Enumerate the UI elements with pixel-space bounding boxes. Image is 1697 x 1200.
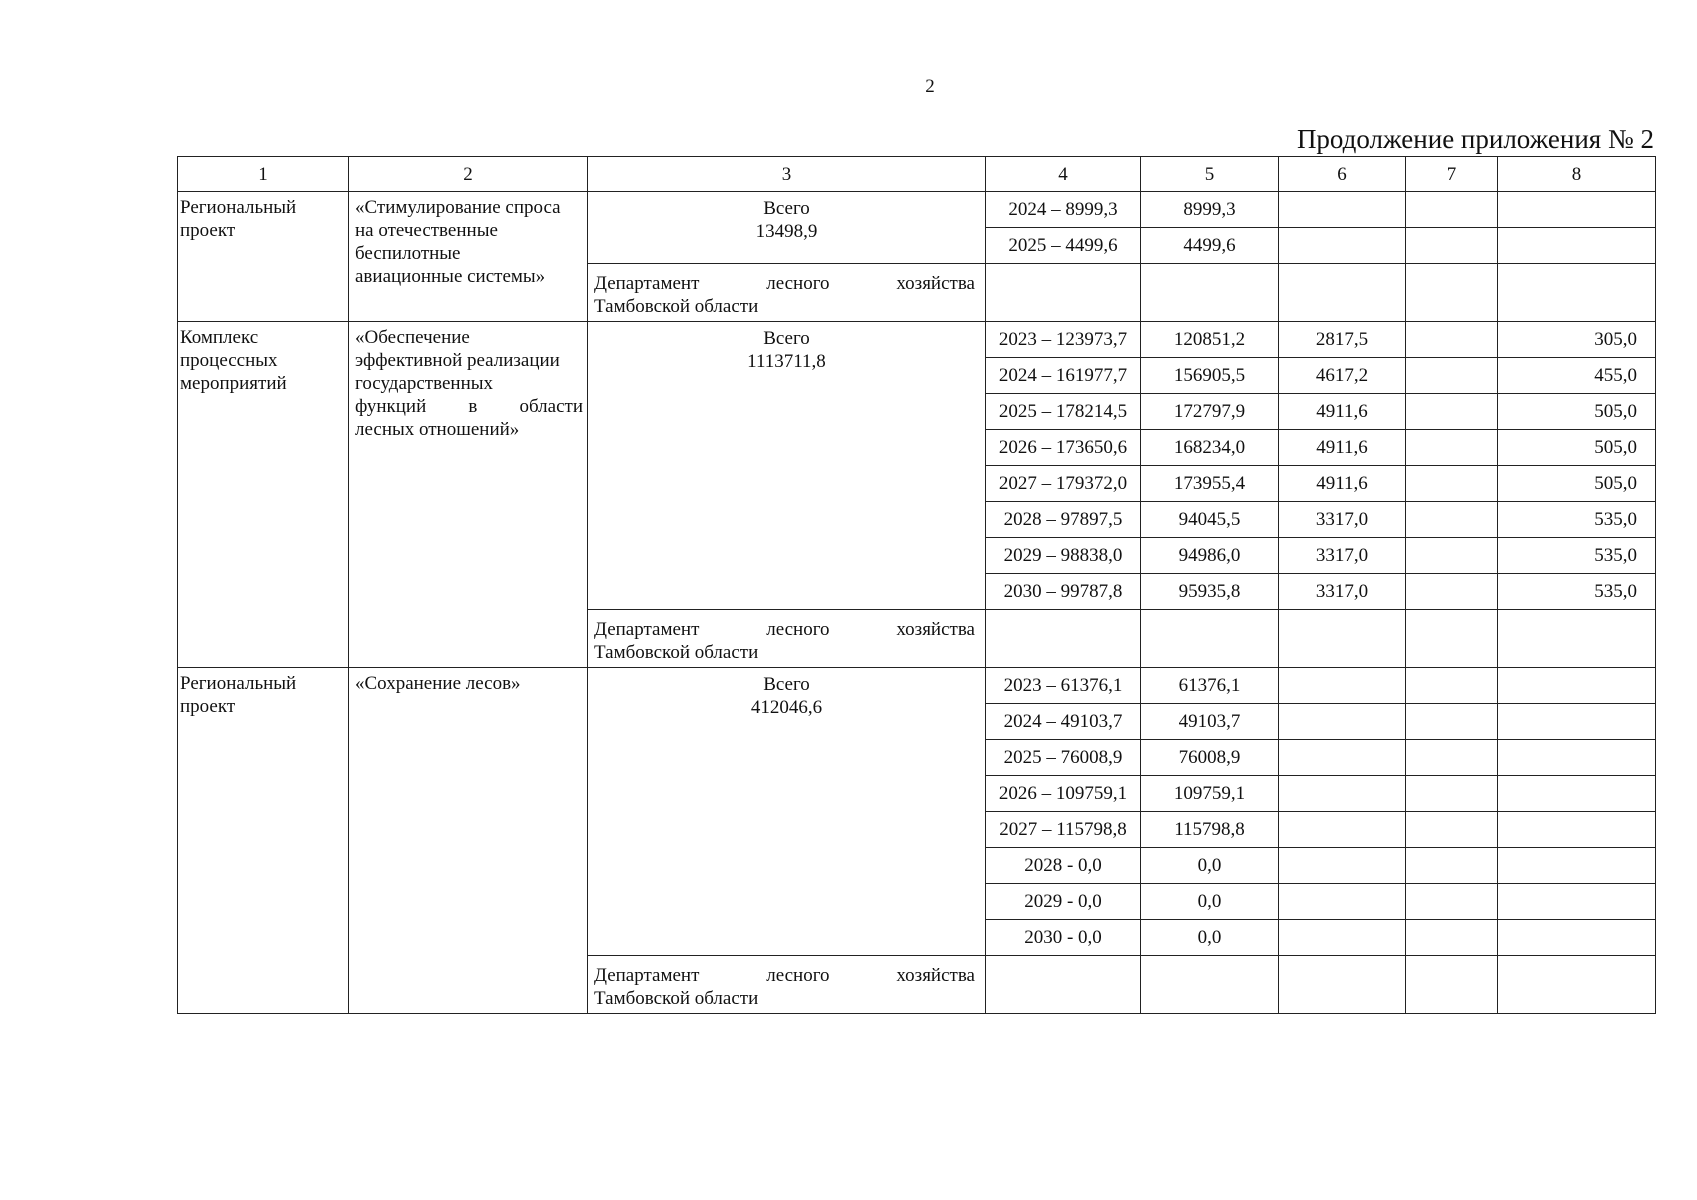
column6-cell: [1279, 192, 1406, 228]
header-cell: 3: [588, 157, 986, 192]
column7-cell: [1406, 466, 1498, 502]
department-cell: [588, 610, 986, 668]
column7-cell: [1406, 358, 1498, 394]
year-amount-cell: 2028 - 0,0: [986, 848, 1141, 884]
department-cell: [588, 956, 986, 1014]
column6-cell: [1279, 848, 1406, 884]
page-number: 2: [925, 76, 935, 97]
section-name-line: «Обеспечение: [355, 327, 470, 348]
column5-cell: 0,0: [1141, 920, 1279, 956]
table-header-row: [178, 157, 1656, 192]
column5-cell: 115798,8: [1141, 812, 1279, 848]
year-amount-cell: 2029 - 0,0: [986, 884, 1141, 920]
column6-cell: 4911,6: [1279, 394, 1406, 430]
year-amount-cell: 2024 – 8999,3: [986, 192, 1141, 228]
section-name-line: беспилотные: [355, 243, 461, 264]
empty-cell: [1406, 264, 1498, 322]
column5-cell: 172797,9: [1141, 394, 1279, 430]
column8-cell: [1498, 228, 1656, 264]
column7-cell: [1406, 538, 1498, 574]
section-name-line: лесных отношений»: [355, 419, 520, 440]
column6-cell: [1279, 776, 1406, 812]
empty-cell: [1279, 956, 1406, 1014]
column7-cell: [1406, 228, 1498, 264]
empty-cell: [986, 610, 1141, 668]
column7-cell: [1406, 740, 1498, 776]
column8-cell: [1498, 920, 1656, 956]
column7-cell: [1406, 884, 1498, 920]
column8-cell: 305,0: [1498, 322, 1656, 358]
total-value: 13498,9: [755, 221, 818, 242]
section-type-line: проект: [180, 696, 236, 717]
column5-cell: 0,0: [1141, 884, 1279, 920]
year-amount-cell: 2025 – 4499,6: [986, 228, 1141, 264]
year-amount-cell: 2025 – 76008,9: [986, 740, 1141, 776]
total-cell: [588, 668, 986, 956]
year-amount-cell: 2023 – 61376,1: [986, 668, 1141, 704]
table-row: [178, 322, 1656, 358]
section-name-line: [355, 395, 583, 418]
column8-cell: 505,0: [1498, 394, 1656, 430]
total-cell: [588, 192, 986, 264]
column8-cell: 505,0: [1498, 466, 1656, 502]
section-name-cell: [349, 192, 588, 322]
header-cell: 5: [1141, 157, 1279, 192]
column5-cell: 76008,9: [1141, 740, 1279, 776]
department-word: хозяйства: [896, 273, 975, 294]
department-word: лесного: [766, 619, 830, 640]
section-name-line: эффективной реализации: [355, 350, 560, 371]
column5-cell: 0,0: [1141, 848, 1279, 884]
column5-cell: 8999,3: [1141, 192, 1279, 228]
department-word: Департамент: [594, 965, 700, 986]
total-value: 412046,6: [750, 697, 823, 718]
header-cell: 1: [178, 157, 349, 192]
total-cell: [588, 322, 986, 610]
total-label: Всего: [763, 198, 810, 219]
empty-cell: [1406, 610, 1498, 668]
empty-cell: [1406, 956, 1498, 1014]
column8-cell: 455,0: [1498, 358, 1656, 394]
column8-cell: 535,0: [1498, 502, 1656, 538]
column7-cell: [1406, 502, 1498, 538]
column8-cell: 535,0: [1498, 574, 1656, 610]
column8-cell: [1498, 884, 1656, 920]
department-line: [594, 964, 975, 987]
year-amount-cell: 2029 – 98838,0: [986, 538, 1141, 574]
year-amount-cell: 2026 – 173650,6: [986, 430, 1141, 466]
column7-cell: [1406, 704, 1498, 740]
column8-cell: 535,0: [1498, 538, 1656, 574]
department-word: хозяйства: [896, 619, 975, 640]
column6-cell: 3317,0: [1279, 574, 1406, 610]
year-amount-cell: 2024 – 161977,7: [986, 358, 1141, 394]
column5-cell: 173955,4: [1141, 466, 1279, 502]
year-amount-cell: 2027 – 179372,0: [986, 466, 1141, 502]
table-row: [178, 668, 1656, 704]
column7-cell: [1406, 848, 1498, 884]
year-amount-cell: 2027 – 115798,8: [986, 812, 1141, 848]
section-name-line: «Сохранение лесов»: [355, 673, 521, 694]
department-line: Тамбовской области: [594, 296, 759, 317]
column6-cell: 2817,5: [1279, 322, 1406, 358]
department-line: Тамбовской области: [594, 988, 759, 1009]
continuation-title: Продолжение приложения № 2: [1296, 124, 1654, 154]
column7-cell: [1406, 668, 1498, 704]
section-type-line: Региональный: [180, 673, 297, 694]
table-row: [178, 192, 1656, 228]
header-cell: 7: [1406, 157, 1498, 192]
section-type-line: мероприятий: [180, 373, 287, 394]
column5-cell: 109759,1: [1141, 776, 1279, 812]
section-name-cell: [349, 668, 588, 1014]
section-type-line: процессных: [180, 350, 278, 371]
year-amount-cell: 2030 - 0,0: [986, 920, 1141, 956]
department-word: лесного: [766, 273, 830, 294]
column6-cell: 3317,0: [1279, 502, 1406, 538]
column6-cell: [1279, 668, 1406, 704]
column7-cell: [1406, 394, 1498, 430]
column8-cell: 505,0: [1498, 430, 1656, 466]
column5-cell: 95935,8: [1141, 574, 1279, 610]
column7-cell: [1406, 322, 1498, 358]
total-label: Всего: [763, 328, 810, 349]
column8-cell: [1498, 812, 1656, 848]
column6-cell: [1279, 704, 1406, 740]
section-name-line: «Стимулирование спроса: [355, 197, 561, 218]
department-line: [594, 618, 975, 641]
department-word: хозяйства: [896, 965, 975, 986]
empty-cell: [1141, 610, 1279, 668]
department-word: лесного: [766, 965, 830, 986]
column5-cell: 94045,5: [1141, 502, 1279, 538]
year-amount-cell: 2028 – 97897,5: [986, 502, 1141, 538]
column8-cell: [1498, 776, 1656, 812]
column7-cell: [1406, 574, 1498, 610]
column8-cell: [1498, 740, 1656, 776]
section-name-line: на отечественные: [355, 220, 498, 241]
column8-cell: [1498, 704, 1656, 740]
funding-table: [177, 156, 1656, 1014]
empty-cell: [1279, 610, 1406, 668]
section-type-cell: [178, 192, 349, 322]
empty-cell: [1279, 264, 1406, 322]
empty-cell: [1498, 610, 1656, 668]
section-type-line: Региональный: [180, 197, 297, 218]
section-type-line: Комплекс: [180, 327, 259, 348]
section-name-cell: [349, 322, 588, 668]
total-label: Всего: [763, 674, 810, 695]
column6-cell: 4911,6: [1279, 430, 1406, 466]
year-amount-cell: 2030 – 99787,8: [986, 574, 1141, 610]
column6-cell: [1279, 812, 1406, 848]
column7-cell: [1406, 920, 1498, 956]
column5-cell: 156905,5: [1141, 358, 1279, 394]
column8-cell: [1498, 192, 1656, 228]
column5-cell: 168234,0: [1141, 430, 1279, 466]
column6-cell: [1279, 920, 1406, 956]
column6-cell: 4617,2: [1279, 358, 1406, 394]
total-value: 1113711,8: [747, 351, 826, 372]
section-name-word: функций: [355, 396, 427, 417]
column6-cell: [1279, 228, 1406, 264]
department-word: Департамент: [594, 273, 700, 294]
column6-cell: [1279, 884, 1406, 920]
header-cell: 2: [349, 157, 588, 192]
section-name-line: авиационные системы»: [355, 266, 546, 287]
empty-cell: [1141, 956, 1279, 1014]
year-amount-cell: 2026 – 109759,1: [986, 776, 1141, 812]
column5-cell: 120851,2: [1141, 322, 1279, 358]
empty-cell: [1498, 956, 1656, 1014]
empty-cell: [1141, 264, 1279, 322]
year-amount-cell: 2023 – 123973,7: [986, 322, 1141, 358]
header-cell: 8: [1498, 157, 1656, 192]
year-amount-cell: 2024 – 49103,7: [986, 704, 1141, 740]
column7-cell: [1406, 430, 1498, 466]
section-type-line: проект: [180, 220, 236, 241]
section-type-cell: [178, 668, 349, 1014]
empty-cell: [986, 956, 1141, 1014]
column5-cell: 94986,0: [1141, 538, 1279, 574]
section-name-word: в: [468, 396, 478, 417]
column6-cell: 3317,0: [1279, 538, 1406, 574]
department-line: [594, 272, 975, 295]
column5-cell: 49103,7: [1141, 704, 1279, 740]
section-name-word: области: [519, 396, 583, 417]
year-amount-cell: 2025 – 178214,5: [986, 394, 1141, 430]
table-body: [178, 157, 1656, 1014]
department-cell: [588, 264, 986, 322]
column8-cell: [1498, 668, 1656, 704]
column6-cell: 4911,6: [1279, 466, 1406, 502]
header-cell: 6: [1279, 157, 1406, 192]
section-type-cell: [178, 322, 349, 668]
header-cell: 4: [986, 157, 1141, 192]
column6-cell: [1279, 740, 1406, 776]
column8-cell: [1498, 848, 1656, 884]
column7-cell: [1406, 776, 1498, 812]
department-line: Тамбовской области: [594, 642, 759, 663]
empty-cell: [1498, 264, 1656, 322]
column7-cell: [1406, 812, 1498, 848]
section-name-line: государственных: [355, 373, 494, 394]
department-word: Департамент: [594, 619, 700, 640]
column5-cell: 61376,1: [1141, 668, 1279, 704]
column7-cell: [1406, 192, 1498, 228]
empty-cell: [986, 264, 1141, 322]
column5-cell: 4499,6: [1141, 228, 1279, 264]
